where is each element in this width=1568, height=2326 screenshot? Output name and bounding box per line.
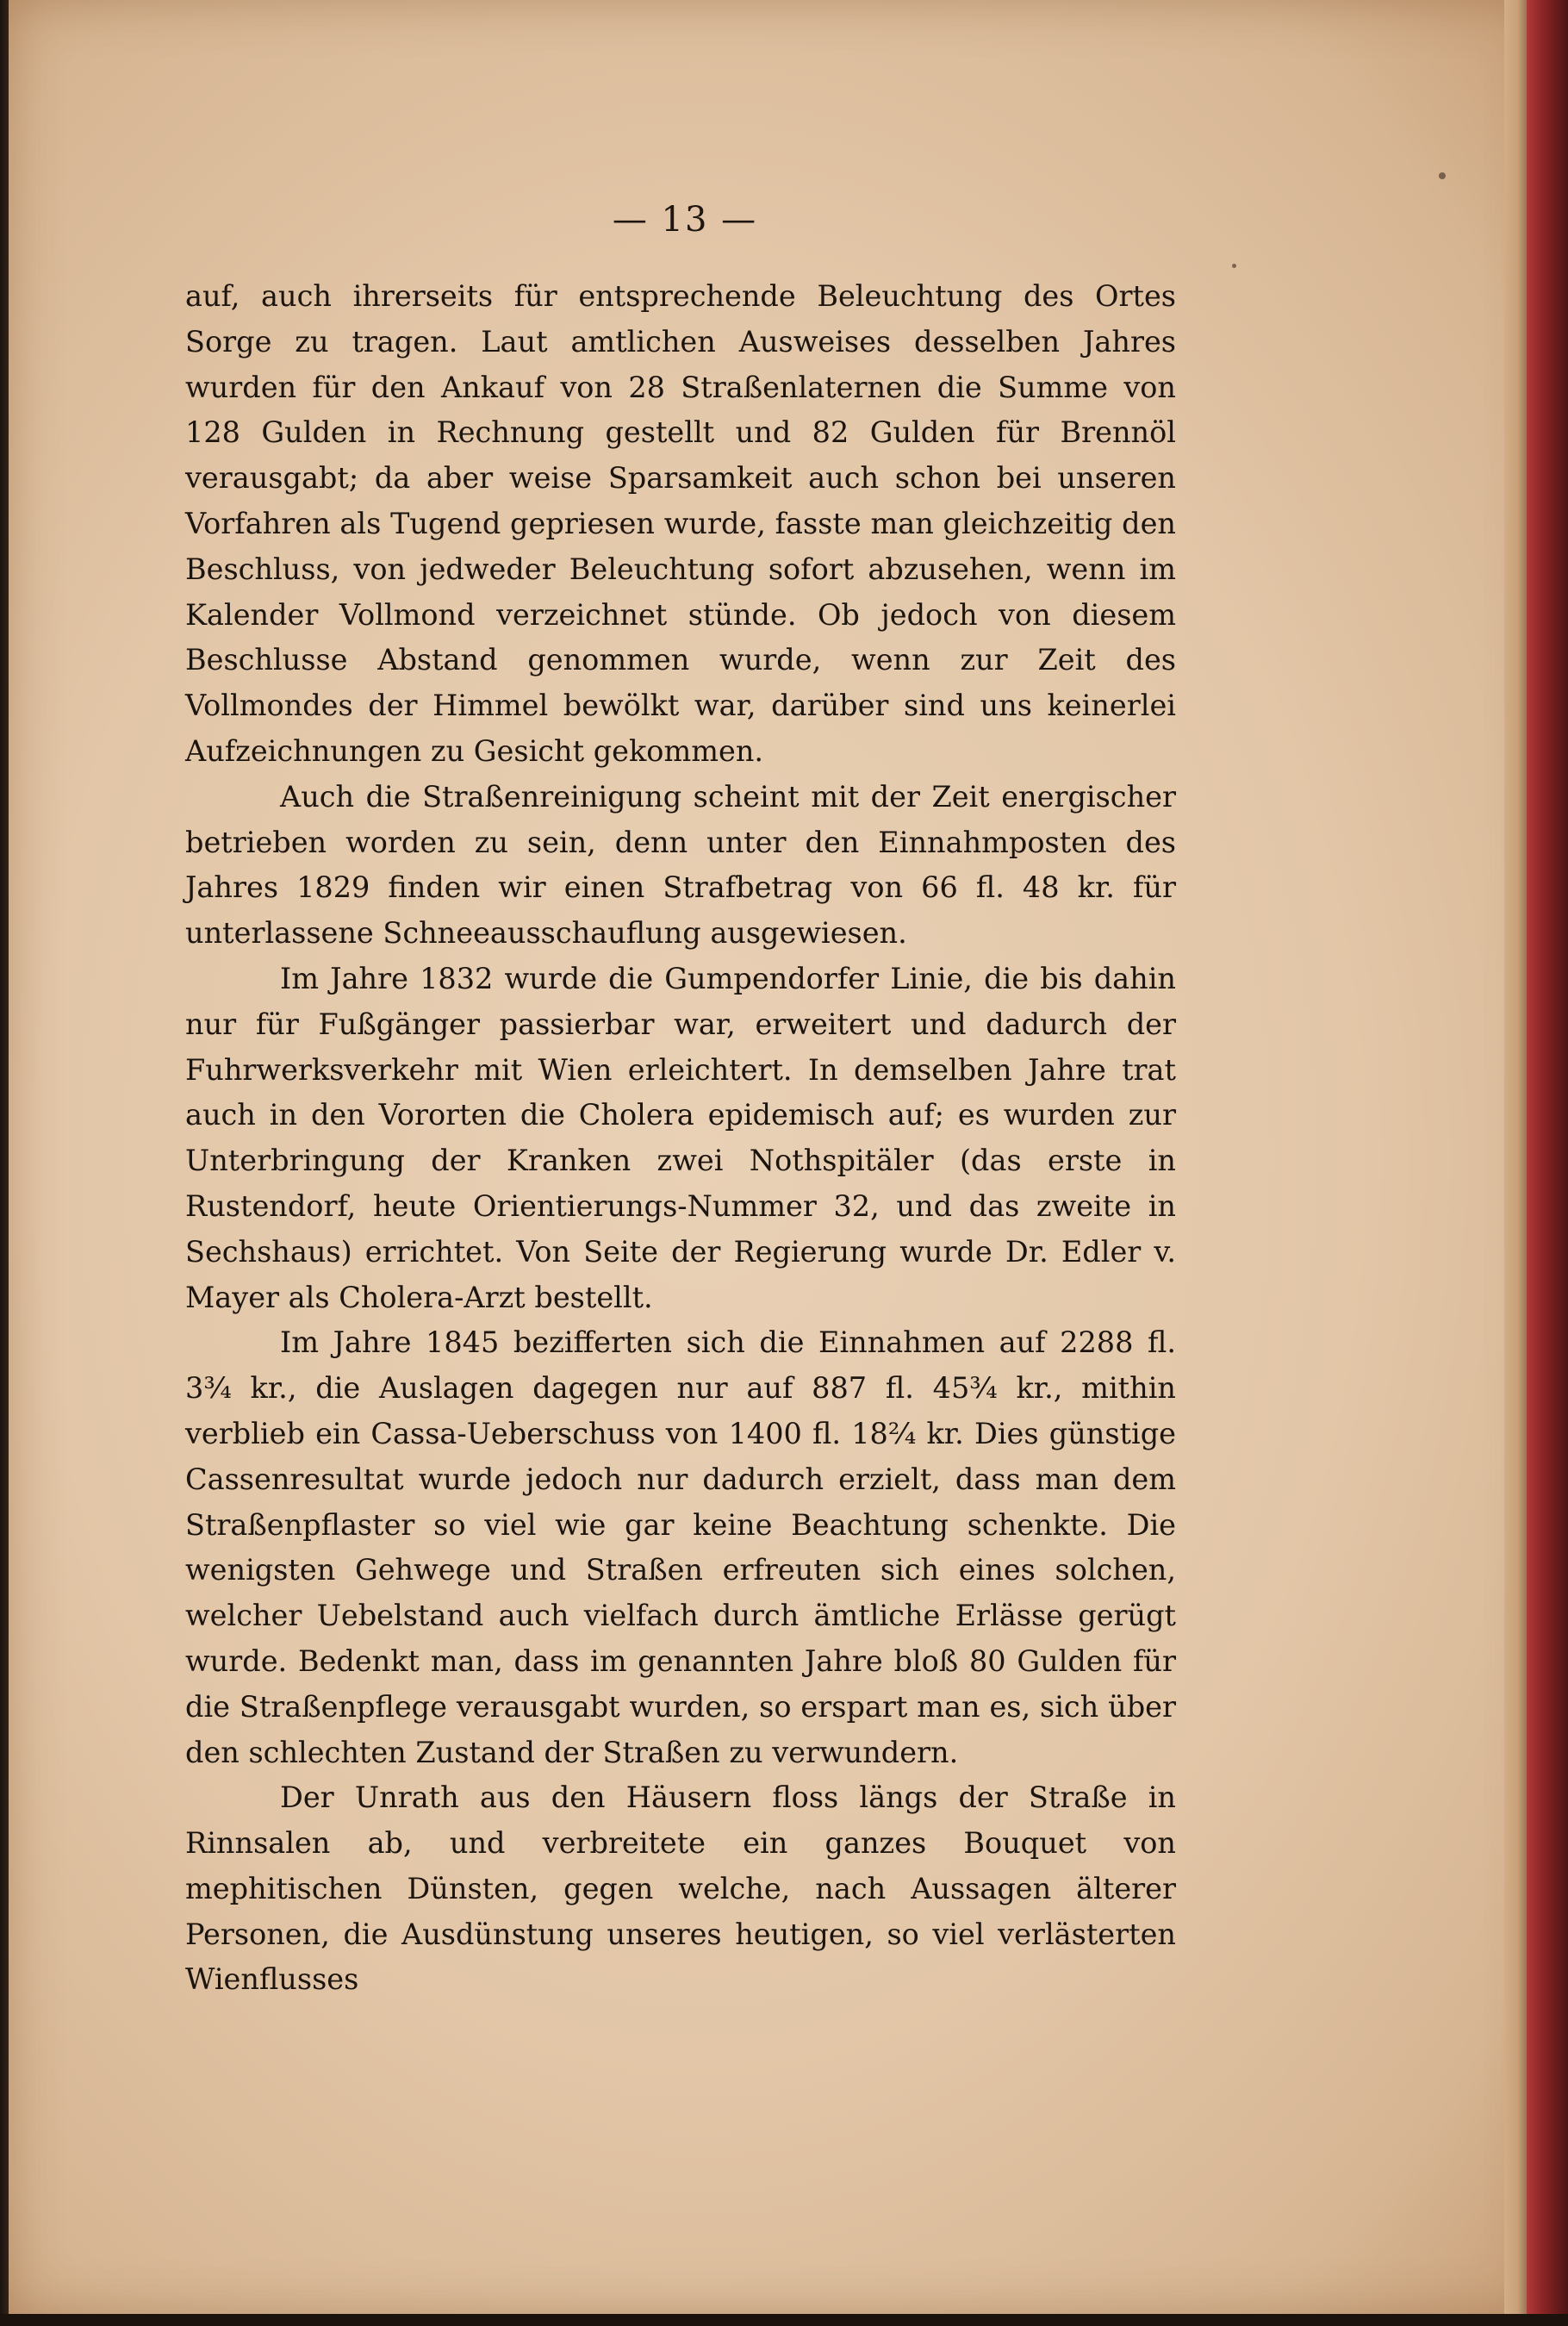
paragraph-4: Im Jahre 1845 bezifferten sich die Einnahmen auf 2288 fl. 3¾ kr., die Auslagen dagegen nur auf 887 fl. 45¾ kr., mithin verblieb ein Cassa-Ueberschuss von 1400 fl. 18²⁄₄ kr. Dies günstige Cassenresultat wurde jedoch nur dadurch erzielt, dass man dem Straßenpflaster so viel wie gar keine Beachtung schenkte. Die wenigsten Gehwege und Straßen erfreuten sich eines solchen, welcher Uebelstand auch vielfach durch ämtliche Erlässe gerügt wurde. Bedenkt man, dass im genannten Jahre bloß 80 Gulden für die Straßenpflege verausgabt wurden, so erspart man es, sich über den schlechten Zustand der Straßen zu verwundern. [185, 1325, 1176, 1769]
book-page [9, 0, 1540, 2317]
paragraph-2: Auch die Straßenreinigung scheint mit der Zeit energischer betrieben worden zu sein, denn unter den Einnahmposten des Jahres 1829 finden wir einen Strafbetrag von 66 fl. 48 kr. für unterlassene Schneeausschauflung ausgewiesen. [185, 779, 1176, 951]
ink-speck [1439, 172, 1446, 179]
paragraph-1: auf, auch ihrerseits für entsprechende Beleuchtung des Ortes Sorge zu tragen. Laut amtlichen Ausweises desselben Jahres wurden für den Ankauf von 28 Straßenlaternen die Summe von 128 Gulden in Rechnung gestellt und 82 Gulden für Brennöl verausgabt; da aber weise Sparsamkeit auch schon bei unseren Vorfahren als Tugend gepriesen wurde, fasste man gleichzeitig den Beschluss, von jedweder Beleuchtung sofort abzusehen, wenn im Kalender Vollmond verzeichnet stünde. Ob jedoch von diesem Beschlusse Abstand genommen wurde, wenn zur Zeit des Vollmondes der Himmel bewölkt war, darüber sind uns keinerlei Aufzeichnungen zu Gesicht gekommen. [185, 279, 1176, 768]
ink-speck [1232, 264, 1236, 268]
body-text [185, 274, 1176, 2003]
bottom-shadow-edge [0, 2314, 1568, 2326]
book-cover-edge [1527, 0, 1568, 2326]
page-edge-stack [1504, 0, 1527, 2326]
paragraph-5: Der Unrath aus den Häusern floss längs der Straße in Rinnsalen ab, und verbreitete ein ganzes Bouquet von mephitischen Dünsten, gegen welche, nach Aussagen älterer Personen, die Ausdünstung unseres heutigen, so viel verlästerten Wienflusses [185, 1780, 1176, 1997]
page-number: — 13 — [612, 200, 758, 240]
paragraph-3: Im Jahre 1832 wurde die Gumpendorfer Linie, die bis dahin nur für Fußgänger passierbar war, erweitert und dadurch der Fuhrwerksverkehr mit Wien erleichtert. In demselben Jahre trat auch in den Vororten die Cholera epidemisch auf; es wurden zur Unterbringung der Kranken zwei Nothspitäler (das erste in Rustendorf, heute Orientierungs-Nummer 32, und das zweite in Sechshaus) errichtet. Von Seite der Regierung wurde Dr. Edler v. Mayer als Cholera-Arzt bestellt. [185, 961, 1176, 1314]
